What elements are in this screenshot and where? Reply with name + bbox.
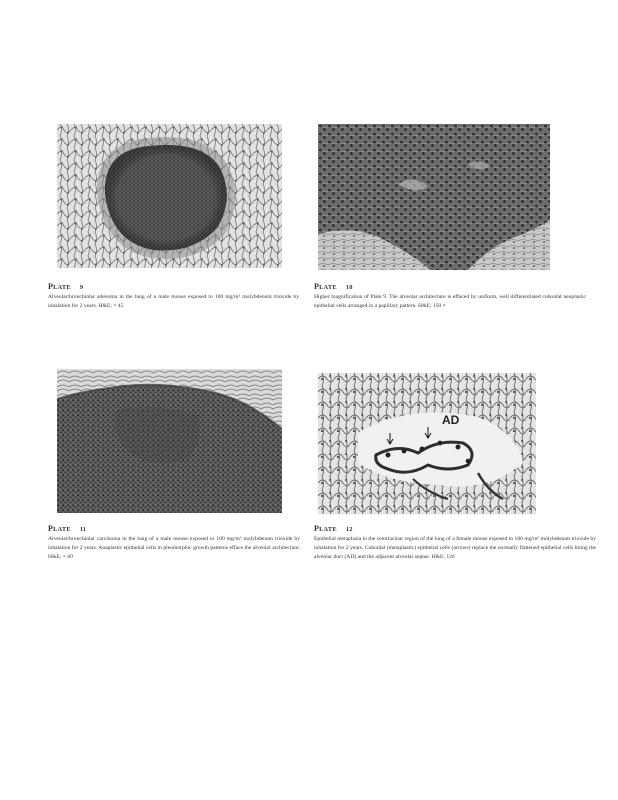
plate-11-micrograph bbox=[57, 369, 282, 513]
plate-11-label: PLATE 11 bbox=[48, 524, 87, 533]
plate-10-caption bbox=[314, 282, 586, 311]
plate-10-label: PLATE 10 bbox=[314, 282, 353, 291]
plate-11-caption bbox=[48, 524, 300, 562]
plate-11-caption-text: Alveolar/bronchiolar carcinoma in the lung of a male mouse exposed to 100 mg/m³ molybdenum trioxide by inhalation for 2 years. Anaplastic epithelial cells in pleomorphic growth patterns efface the alveolar architecture. H&E; × 60 bbox=[48, 536, 300, 560]
plate-10-micrograph bbox=[318, 124, 550, 270]
plate-12-ad-label: AD bbox=[442, 413, 460, 427]
plate-9-caption bbox=[48, 282, 299, 311]
plate-9-caption-text: Alveolar/bronchiolar adenoma in the lung of a male mouse exposed to 100 mg/m³ molybdenum trioxide by inhalation for 2 years. H&E; × 45 bbox=[48, 294, 299, 309]
plate-12-caption bbox=[314, 524, 596, 562]
plate-10-caption-text: Higher magnification of Plate 9. The alveolar architecture is effaced by uniform, well differentiated cuboidal neoplastic epithelial cells arranged in a papillary pattern. H&E; 150 × bbox=[314, 294, 586, 309]
plate-9-micrograph bbox=[57, 124, 282, 268]
plate-12-micrograph bbox=[318, 373, 536, 514]
plate-12-label: PLATE 12 bbox=[314, 524, 353, 533]
plate-12-caption-text: Epithelial metaplasia in the centriacinar region of the lung of a female mouse exposed to 100 mg/m³ molybdenum trioxide by inhalation for 2 years. Cuboidal (metaplastic) epithelial cells (arrows) replace the normally flattened epithelial cells lining the alveolar duct (AD) and the adjacent alveolar septae. H&E; 126 bbox=[314, 536, 596, 560]
plate-9-label: PLATE 9 bbox=[48, 282, 84, 291]
